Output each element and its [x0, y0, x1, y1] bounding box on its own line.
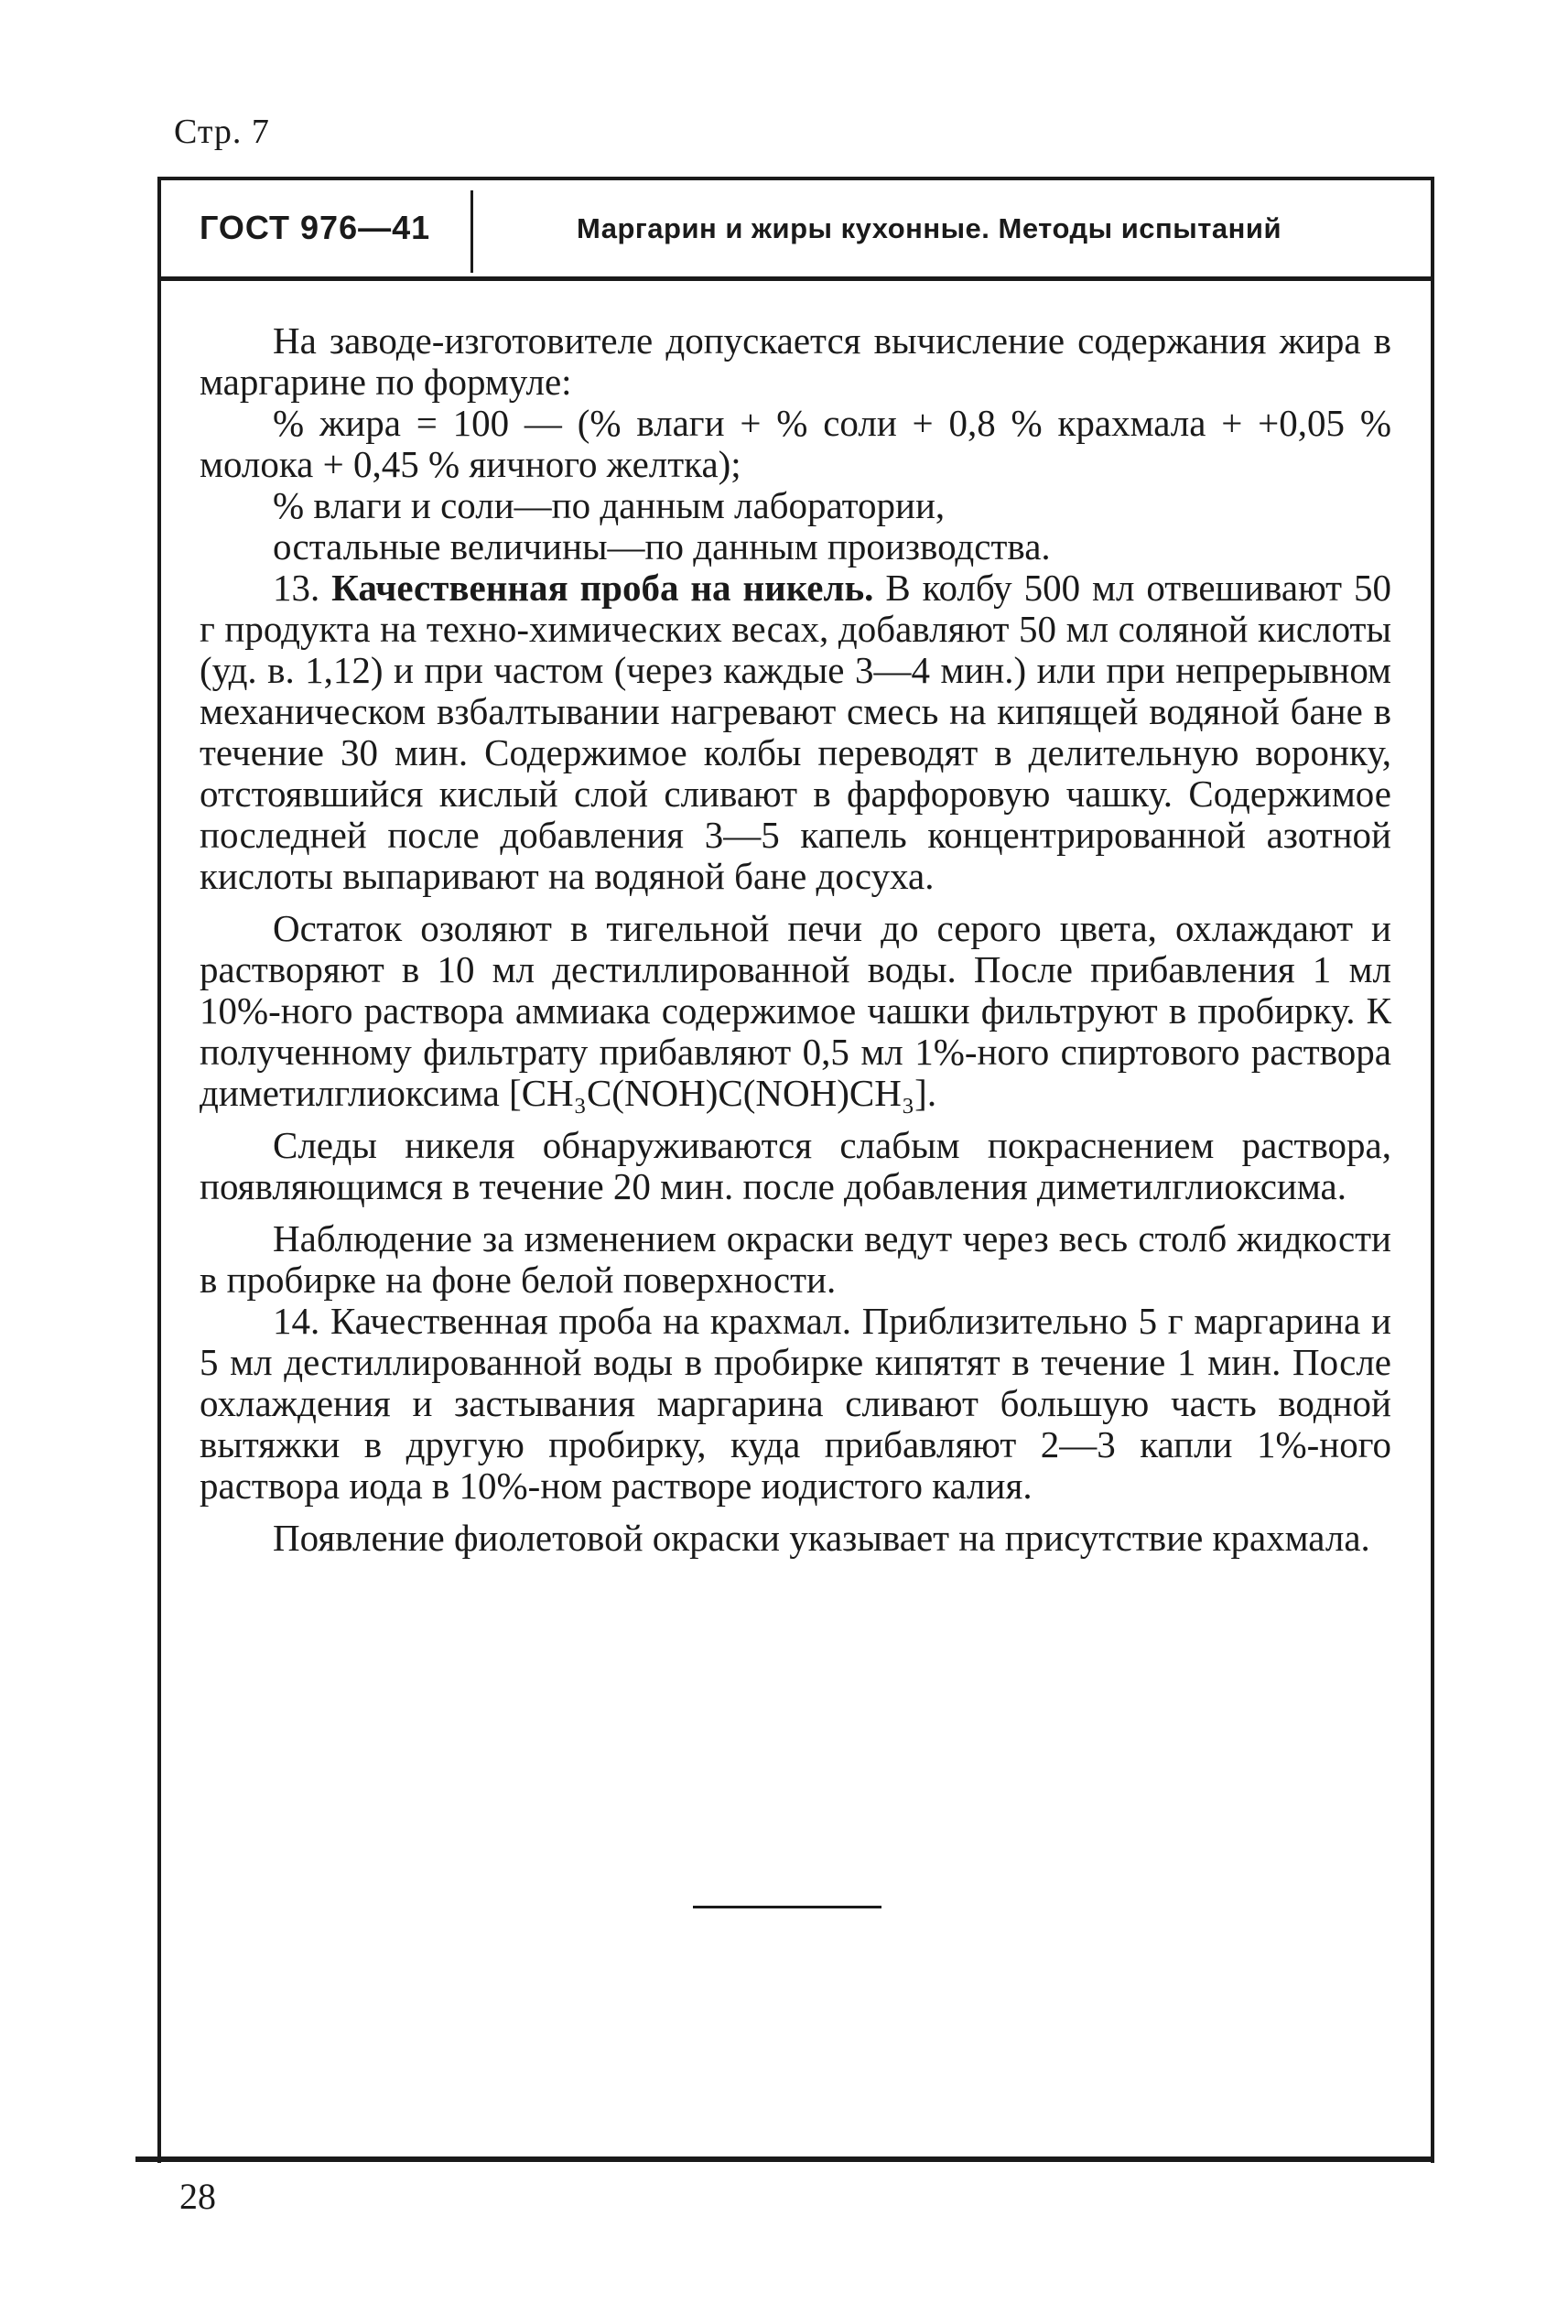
section-13-paragraph-2: Остаток озоляют в тигельной печи до серого цвета, охлаждают и растворяют в 10 мл дестиллированной воды. После прибавления 1 мл 10%-ного раствора аммиака содержимое чашки фильтруют в пробирку. К полученному фильтрату прибавляют 0,5 мл 1%-ного спиртового раствора диметилглиоксима [CH₃C(NOH)C(NOH)CH₃].	[200, 907, 1391, 1114]
section-13-paragraph-3: Следы никеля обнаруживаются слабым покраснением раствора, появляющимся в течение 20 мин. после добавления диметилглиоксима.	[200, 1124, 1391, 1207]
formula: % жира = 100 — (% влаги + % соли + 0,8 % крахмала + +0,05 % молока + 0,45 % яичного желтка);	[200, 402, 1391, 485]
section-13	[200, 567, 1391, 897]
page-number: 28	[179, 2176, 216, 2217]
body-text	[200, 320, 1391, 1559]
section-14: 14. Качественная проба на крахмал. Приблизительно 5 г маргарина и 5 мл дестиллированной воды в пробирке кипятят в течение 1 мин. После охлаждения и застывания маргарина сливают большую часть водной вытяжки в другую пробирку, куда прибавляют 2—3 капли 1%-ного раствора иода в 10%-ном растворе иодистого калия.	[200, 1300, 1391, 1507]
section-13-paragraph-4: Наблюдение за изменением окраски ведут через весь столб жидкости в пробирке на фоне белой поверхности.	[200, 1217, 1391, 1301]
section-13-number: 13.	[273, 567, 320, 609]
standard-code: ГОСТ 976—41	[200, 209, 431, 246]
page-label: Стр. 7	[174, 113, 270, 151]
frame-top-rule	[157, 177, 1434, 180]
formula-note-1: % влаги и соли—по данным лаборатории,	[273, 484, 946, 526]
formula-note-2: остальные величины—по данным производства.	[273, 525, 1051, 567]
header-bottom-rule	[157, 276, 1434, 281]
section-13-text: В колбу 500 мл отвешивают 50 г продукта на техно-химических весах, добавляют 50 мл соляной кислоты (уд. в. 1,12) и при частом (через каждые 3—4 мин.) или при непрерывном механическом взбалтывании нагревают смесь на кипящей водяной бане в течение 30 мин. Содержимое колбы переводят в делительную воронку, отстоявшийся кислый слой сливают в фарфоровую чашку. Содержимое последней после добавления 3—5 капель концентрированной азотной кислоты выпаривают на водяной бане досуха.	[200, 567, 1391, 897]
section-14-paragraph-2: Появление фиолетовой окраски указывает на присутствие крахмала.	[273, 1517, 1370, 1559]
section-13-heading: Качественная проба на никель.	[331, 567, 874, 609]
header-divider	[470, 190, 473, 273]
end-separator	[693, 1906, 881, 1908]
paragraph-intro: На заводе-изготовителе допускается вычисление содержания жира в маргарине по формуле:	[200, 319, 1391, 403]
frame-bottom-rule	[135, 2156, 1434, 2162]
running-title: Маргарин и жиры кухонные. Методы испытаний	[577, 212, 1281, 244]
